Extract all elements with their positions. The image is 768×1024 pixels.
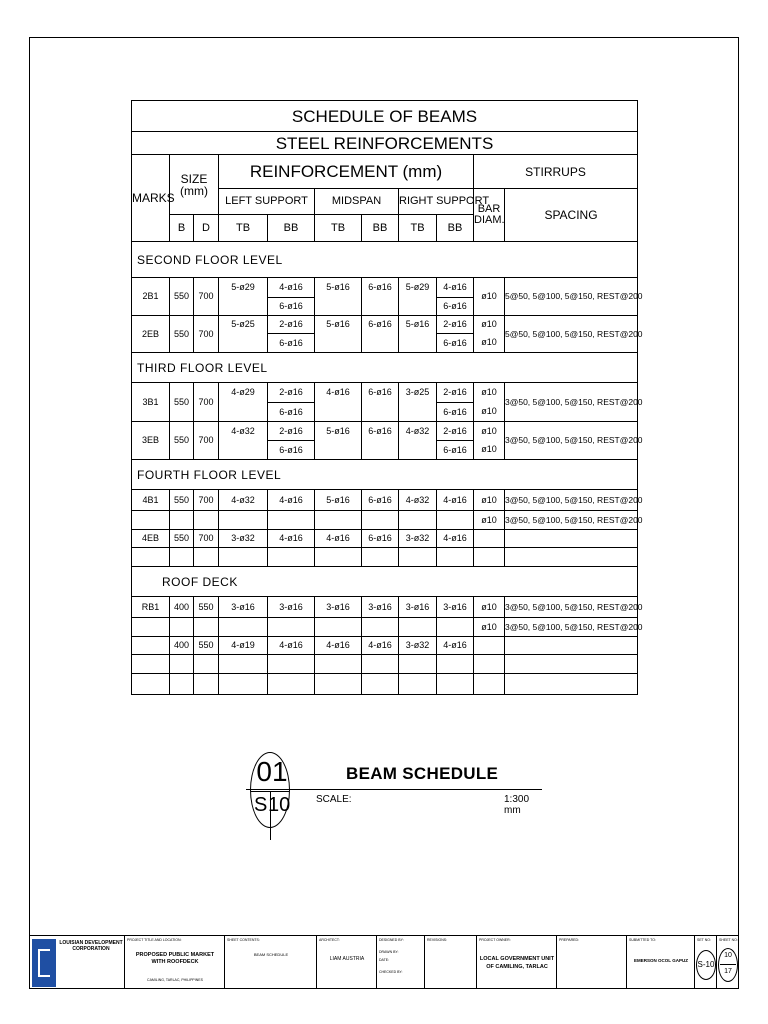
bar-header-label: BAR: [477, 203, 501, 215]
detail-underline: [246, 789, 542, 790]
mtb-rb1: 3-ø16: [315, 597, 362, 618]
lbb-2eb-1: 2-ø16: [268, 316, 315, 334]
size-header-label: SIZE: [180, 171, 208, 186]
architect-name: LIAM AUSTRIA: [329, 956, 365, 962]
detail-name: BEAM SCHEDULE: [346, 764, 499, 783]
empty-cell: [505, 655, 638, 674]
empty-cell: [219, 548, 268, 567]
b-rb1: 400: [170, 597, 194, 618]
bubble-tick: [270, 828, 271, 840]
bar-4b1-2: ø10: [474, 511, 505, 530]
empty-cell: [315, 674, 362, 695]
lbb-rb1: 3-ø16: [268, 597, 315, 618]
d-3b1: 700: [194, 383, 219, 422]
architect-caption: ARCHITECT:: [319, 938, 340, 942]
empty-cell: [505, 530, 638, 548]
empty-cell: [194, 618, 219, 637]
empty-cell: [474, 674, 505, 695]
mtb-3b1-empty: [315, 403, 362, 422]
ltb-rb1: 3-ø16: [219, 597, 268, 618]
empty-cell: [399, 548, 437, 567]
ltb-3eb: 4-ø32: [219, 422, 268, 441]
project-location: CAMILING, TARLAC, PHILIPPINES: [147, 978, 203, 982]
checked-by: CHECKED BY:: [379, 970, 403, 974]
empty-cell: [268, 655, 315, 674]
reinforcement-header: REINFORCEMENT (mm): [219, 155, 474, 189]
rtb-2eb: 5-ø16: [399, 316, 437, 334]
empty-cell: [219, 655, 268, 674]
company-name: LOUISIAN DEVELOPMENT CORPORATION: [59, 940, 123, 952]
project-name: PROPOSED PUBLIC MARKET WITH ROOFDECK: [135, 952, 215, 966]
mtb-3eb-empty: [315, 441, 362, 460]
mtb-2eb-empty: [315, 334, 362, 353]
empty-cell: [437, 618, 474, 637]
d-4b1: 700: [194, 490, 219, 511]
b-3eb: 550: [170, 422, 194, 460]
mbb-2b1-empty: [362, 298, 399, 316]
bar-rb1: ø10: [474, 597, 505, 618]
empty-cell: [362, 511, 399, 530]
ltb-2eb-empty: [219, 334, 268, 353]
d-rbx: 550: [194, 637, 219, 655]
mark-rb1: RB1: [132, 597, 170, 618]
rbb-3b1-2: 6-ø16: [437, 403, 474, 422]
company-cell: [29, 936, 125, 989]
ltb-4b1: 4-ø32: [219, 490, 268, 511]
empty-cell: [268, 674, 315, 695]
ltb-3eb-empty: [219, 441, 268, 460]
mark-3b1: 3B1: [132, 383, 170, 422]
lbb-2eb-2: 6-ø16: [268, 334, 315, 353]
d-2b1: 700: [194, 278, 219, 316]
sheet-contents: BEAM SCHEDULE: [253, 952, 289, 957]
rbb-2b1-2: 6-ø16: [437, 298, 474, 316]
mtb-3b1: 4-ø16: [315, 383, 362, 403]
empty-cell: [170, 655, 194, 674]
spacing-4b1: 3@50, 5@100, 5@150, REST@200: [505, 490, 638, 511]
bar-3eb-2: ø10: [474, 441, 505, 460]
mtb-2eb: 5-ø16: [315, 316, 362, 334]
diam-header-label: DIAM.: [474, 214, 505, 226]
sheet-number: 10: [724, 952, 732, 959]
b-4eb: 550: [170, 530, 194, 548]
empty-cell: [437, 548, 474, 567]
mbb-rbx: 4-ø16: [362, 637, 399, 655]
empty-cell: [315, 511, 362, 530]
revisions-cell: [425, 936, 477, 989]
mid-tb-header: TB: [315, 215, 362, 242]
empty-cell: [194, 674, 219, 695]
title-block: [29, 935, 739, 989]
mtb-rbx: 4-ø16: [315, 637, 362, 655]
mark-4b1: 4B1: [132, 490, 170, 511]
d-2eb: 700: [194, 316, 219, 353]
lbb-3eb-2: 6-ø16: [268, 441, 315, 460]
b-3b1: 550: [170, 383, 194, 422]
bar-2eb-2: ø10: [474, 334, 505, 353]
sheet-fraction-line: [720, 964, 736, 965]
prepared-caption: PREPARED:: [559, 938, 579, 942]
empty-cell: [194, 548, 219, 567]
mtb-4eb: 4-ø16: [315, 530, 362, 548]
mtb-4b1: 5-ø16: [315, 490, 362, 511]
rtb-rb1: 3-ø16: [399, 597, 437, 618]
revisions-caption: REVISIONS:: [427, 938, 448, 942]
empty-cell: [219, 674, 268, 695]
detail-sheet-number: 10: [268, 794, 291, 816]
empty-cell: [170, 511, 194, 530]
rbb-rb1: 3-ø16: [437, 597, 474, 618]
size-header: [170, 155, 219, 215]
size-header-unit: (mm): [180, 183, 208, 198]
b-4b1: 550: [170, 490, 194, 511]
empty-cell: [268, 618, 315, 637]
mbb-2eb-empty: [362, 334, 399, 353]
empty-cell: [474, 655, 505, 674]
mtb-2b1: 5-ø16: [315, 278, 362, 298]
date-caption: DATE:: [379, 958, 390, 962]
spacing-rb1: 3@50, 5@100, 5@150, REST@200: [505, 597, 638, 618]
b-header: B: [170, 215, 194, 242]
left-bb-header: BB: [268, 215, 315, 242]
fourth-floor-level-header: FOURTH FLOOR LEVEL: [132, 460, 638, 490]
designed-by: DESIGNED BY:: [379, 938, 404, 942]
owner-caption: PROJECT OWNER:: [479, 938, 511, 942]
rbb-4eb: 4-ø16: [437, 530, 474, 548]
spacing-3eb: 3@50, 5@100, 5@150, REST@200: [505, 422, 638, 460]
bar-rb1-2: ø10: [474, 618, 505, 637]
scale-value: 1:300 mm: [504, 794, 530, 816]
spacing-4b1-2: 3@50, 5@100, 5@150, REST@200: [505, 511, 638, 530]
mtb-3eb: 5-ø16: [315, 422, 362, 441]
rbb-rbx: 4-ø16: [437, 637, 474, 655]
lbb-rbx: 4-ø16: [268, 637, 315, 655]
mbb-4b1: 6-ø16: [362, 490, 399, 511]
empty-cell: [474, 637, 505, 655]
empty-cell: [362, 655, 399, 674]
spacing-rb1-2: 3@50, 5@100, 5@150, REST@200: [505, 618, 638, 637]
rtb-2eb-empty: [399, 334, 437, 353]
mid-bb-header: BB: [362, 215, 399, 242]
lbb-3eb-1: 2-ø16: [268, 422, 315, 441]
empty-cell: [268, 548, 315, 567]
drawn-by: DRAWN BY:: [379, 950, 399, 954]
rtb-2b1: 5-ø29: [399, 278, 437, 298]
mbb-3b1-empty: [362, 403, 399, 422]
set-no-caption: SET NO:: [697, 938, 711, 942]
empty-cell: [362, 674, 399, 695]
empty-cell: [505, 548, 638, 567]
rbb-4b1: 4-ø16: [437, 490, 474, 511]
detail-number: 01: [256, 756, 288, 787]
project-cell: [125, 936, 225, 989]
rbb-2eb-2: 6-ø16: [437, 334, 474, 353]
lbb-4b1: 4-ø16: [268, 490, 315, 511]
empty-cell: [170, 548, 194, 567]
ltb-rbx: 4-ø19: [219, 637, 268, 655]
owner-cell: [477, 936, 557, 989]
mark-3eb: 3EB: [132, 422, 170, 460]
empty-cell: [399, 655, 437, 674]
company-logo: [32, 939, 56, 987]
lbb-2b1-2: 6-ø16: [268, 298, 315, 316]
empty-cell: [505, 637, 638, 655]
set-no: S-10: [697, 960, 715, 969]
right-bb-header: BB: [437, 215, 474, 242]
empty-cell: [474, 530, 505, 548]
rtb-rbx: 3-ø32: [399, 637, 437, 655]
right-tb-header: TB: [399, 215, 437, 242]
empty-cell: [194, 655, 219, 674]
lbb-4eb: 4-ø16: [268, 530, 315, 548]
empty-cell: [505, 674, 638, 695]
midspan-header: MIDSPAN: [315, 189, 399, 215]
schedule-subtitle: STEEL REINFORCEMENTS: [132, 132, 638, 155]
mbb-rb1: 3-ø16: [362, 597, 399, 618]
second-floor-level-header: SECOND FLOOR LEVEL: [132, 242, 638, 278]
empty-cell: [132, 618, 170, 637]
empty-cell: [399, 511, 437, 530]
rtb-3b1-empty: [399, 403, 437, 422]
empty-cell: [170, 618, 194, 637]
scale-label: SCALE:: [316, 794, 352, 805]
empty-cell: [474, 548, 505, 567]
right-support-header: RIGHT SUPPORT: [399, 189, 474, 215]
empty-cell: [132, 674, 170, 695]
bar-4b1: ø10: [474, 490, 505, 511]
rtb-2b1-empty: [399, 298, 437, 316]
empty-cell: [268, 511, 315, 530]
mbb-3eb-empty: [362, 441, 399, 460]
empty-cell: [132, 548, 170, 567]
sheet-total: 17: [724, 968, 732, 975]
empty-cell: [437, 674, 474, 695]
third-floor-level-header: THIRD FLOOR LEVEL: [132, 353, 638, 383]
marks-header: MARKS: [132, 155, 170, 242]
d-rb1: 550: [194, 597, 219, 618]
project-caption: PROJECT TITLE AND LOCATION:: [127, 938, 182, 942]
submitted-caption: SUBMITTED TO:: [629, 938, 656, 942]
ltb-2b1: 5-ø29: [219, 278, 268, 298]
rbb-2eb-1: 2-ø16: [437, 316, 474, 334]
rbb-3eb-1: 2-ø16: [437, 422, 474, 441]
ltb-3b1-empty: [219, 403, 268, 422]
contents-cell: [225, 936, 317, 989]
mbb-4eb: 6-ø16: [362, 530, 399, 548]
ltb-2b1-empty: [219, 298, 268, 316]
ltb-4eb: 3-ø32: [219, 530, 268, 548]
empty-cell: [219, 618, 268, 637]
empty-cell: [132, 511, 170, 530]
bar-2b1: ø10: [474, 278, 505, 316]
stirrups-header: STIRRUPS: [474, 155, 638, 189]
architect-cell: [317, 936, 377, 989]
lbb-2b1-1: 4-ø16: [268, 278, 315, 298]
empty-cell: [132, 637, 170, 655]
mark-2b1: 2B1: [132, 278, 170, 316]
spacing-3b1: 3@50, 5@100, 5@150, REST@200: [505, 383, 638, 422]
beam-schedule-table: [131, 100, 643, 695]
empty-cell: [315, 618, 362, 637]
mbb-3b1: 6-ø16: [362, 383, 399, 403]
rtb-3b1: 3-ø25: [399, 383, 437, 403]
detail-title: [246, 748, 546, 848]
bar-3eb-1: ø10: [474, 422, 505, 441]
schedule-title: SCHEDULE OF BEAMS: [132, 101, 638, 132]
empty-cell: [170, 674, 194, 695]
spacing-2b1: 5@50, 5@100, 5@150, REST@200: [505, 278, 638, 316]
signatures-cell: [377, 936, 425, 989]
set-no-cell: [695, 936, 717, 989]
rtb-3eb-empty: [399, 441, 437, 460]
rtb-4b1: 4-ø32: [399, 490, 437, 511]
empty-cell: [437, 511, 474, 530]
mbb-2b1: 6-ø16: [362, 278, 399, 298]
submitted-cell: [627, 936, 695, 989]
detail-sheet-prefix: S: [254, 794, 268, 816]
ltb-2eb: 5-ø25: [219, 316, 268, 334]
rbb-3eb-2: 6-ø16: [437, 441, 474, 460]
submitted-to-name: EMERSON OCOL GAPUZ: [634, 958, 688, 963]
bar-2eb-1: ø10: [474, 316, 505, 334]
ltb-3b1: 4-ø29: [219, 383, 268, 403]
b-2b1: 550: [170, 278, 194, 316]
lbb-3b1-2: 6-ø16: [268, 403, 315, 422]
mark-4eb: 4EB: [132, 530, 170, 548]
empty-cell: [399, 674, 437, 695]
empty-cell: [315, 548, 362, 567]
mark-2eb: 2EB: [132, 316, 170, 353]
empty-cell: [437, 655, 474, 674]
empty-cell: [362, 618, 399, 637]
b-2eb: 550: [170, 316, 194, 353]
d-3eb: 700: [194, 422, 219, 460]
project-owner: LOCAL GOVERNMENT UNIT OF CAMILING, TARLAC: [479, 956, 555, 970]
bar-3b1-1: ø10: [474, 383, 505, 403]
rbb-3b1-1: 2-ø16: [437, 383, 474, 403]
empty-cell: [315, 655, 362, 674]
logo-mark: [38, 949, 50, 977]
empty-cell: [219, 511, 268, 530]
rtb-3eb: 4-ø32: [399, 422, 437, 441]
lbb-3b1-1: 2-ø16: [268, 383, 315, 403]
mtb-2b1-empty: [315, 298, 362, 316]
sheet-no-cell: [717, 936, 739, 989]
rtb-4eb: 3-ø32: [399, 530, 437, 548]
empty-cell: [132, 655, 170, 674]
mbb-2eb: 6-ø16: [362, 316, 399, 334]
spacing-header: SPACING: [505, 189, 638, 242]
sheet-no-caption: SHEET NO:: [719, 938, 738, 942]
mbb-3eb: 6-ø16: [362, 422, 399, 441]
spacing-2eb: 5@50, 5@100, 5@150, REST@200: [505, 316, 638, 353]
bar-3b1-2: ø10: [474, 403, 505, 422]
empty-cell: [194, 511, 219, 530]
prepared-cell: [557, 936, 627, 989]
left-support-header: LEFT SUPPORT: [219, 189, 315, 215]
empty-cell: [362, 548, 399, 567]
d-4eb: 700: [194, 530, 219, 548]
rbb-2b1-1: 4-ø16: [437, 278, 474, 298]
empty-cell: [399, 618, 437, 637]
left-tb-header: TB: [219, 215, 268, 242]
d-header: D: [194, 215, 219, 242]
contents-caption: SHEET CONTENTS:: [227, 938, 260, 942]
b-rbx: 400: [170, 637, 194, 655]
roof-deck-level-header: ROOF DECK: [132, 567, 638, 597]
